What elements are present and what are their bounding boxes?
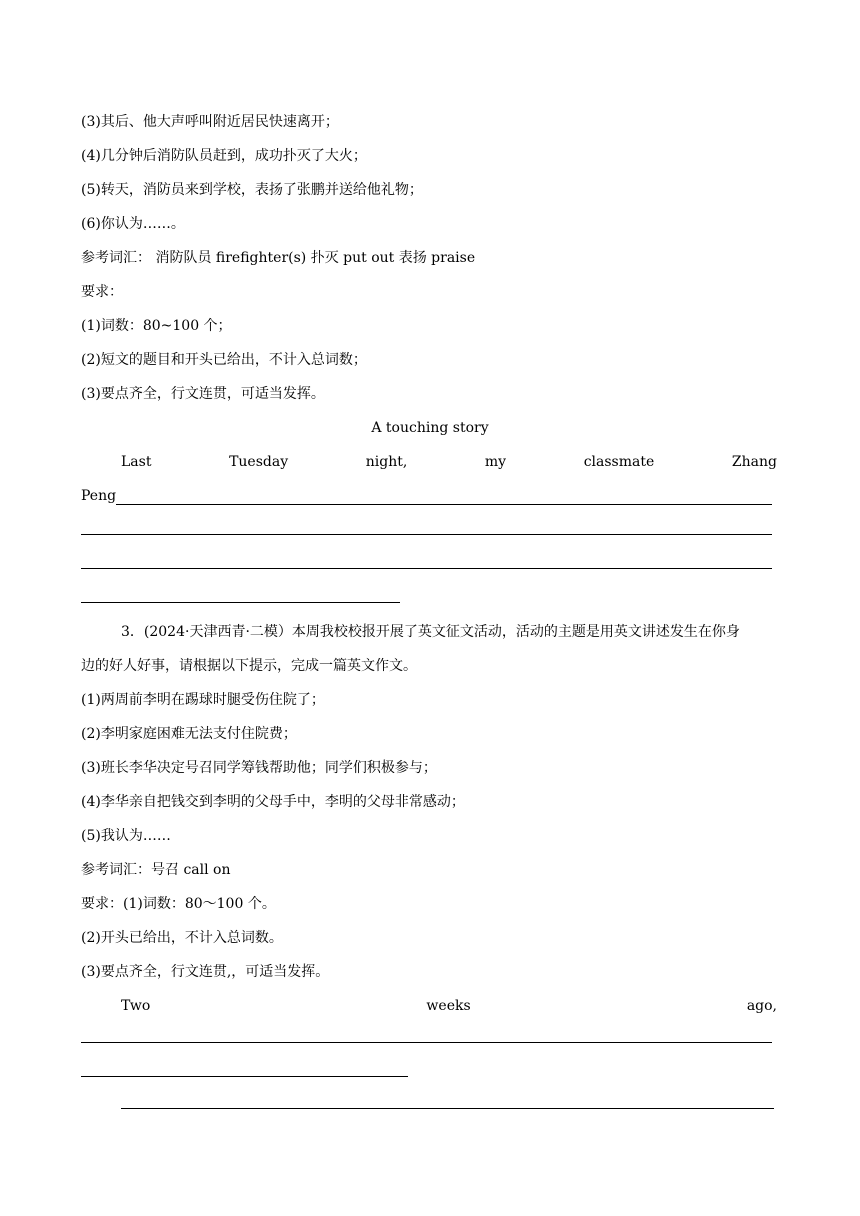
prompt-item-5: (5)转天，消防员来到学校，表扬了张鹏并送给他礼物； [81, 182, 423, 198]
vocabulary-hint: 参考词汇：号召 call on [81, 862, 231, 878]
opening-word: classmate [583, 454, 655, 470]
answer-blank-line[interactable] [81, 534, 772, 535]
answer-blank-line[interactable] [81, 602, 400, 603]
prompt-item-4: (4)几分钟后消防队员赶到，成功扑灭了大火； [81, 148, 367, 164]
requirement-3: (3)要点齐全，行文连贯,，可适当发挥。 [81, 964, 330, 980]
prompt-item-4: (4)李华亲自把钱交到李明的父母手中，李明的父母非常感动； [81, 794, 465, 810]
opening-word: Zhang [731, 454, 777, 470]
answer-blank-line[interactable] [81, 568, 772, 569]
requirement-2: (2)短文的题目和开头已给出，不计入总词数； [81, 352, 367, 368]
prompt-item-3: (3)班长李华决定号召同学筹钱帮助他；同学们积极参与； [81, 760, 437, 776]
answer-blank-line[interactable] [116, 490, 772, 505]
question-3-intro: 3．(2024·天津西青·二模）本周我校校报开展了英文征文活动，活动的主题是用英文讲述发生在你身 [121, 624, 740, 640]
answer-blank-line[interactable] [81, 1042, 772, 1043]
answer-blank-line[interactable] [81, 1076, 408, 1077]
prompt-item-1: (1)两周前李明在踢球时腿受伤住院了； [81, 692, 325, 708]
vocabulary-hint: 参考词汇： 消防队员 firefighter(s) 扑灭 put out 表扬 praise [81, 250, 476, 266]
requirement-3: (3)要点齐全，行文连贯，可适当发挥。 [81, 386, 325, 402]
opening-word: Tuesday [229, 454, 289, 470]
prompt-item-2: (2)李明家庭困难无法支付住院费； [81, 726, 297, 742]
requirement-1: (1)词数：80~100 个； [81, 318, 232, 334]
prompt-item-3: (3)其后、他大声呼叫附近居民快速离开； [81, 114, 339, 130]
opening-word: ago, [746, 998, 777, 1014]
opening-word: Peng [81, 488, 117, 504]
requirement-2: (2)开头已给出，不计入总词数。 [81, 930, 283, 946]
question-3-intro-cont: 边的好人好事，请根据以下提示，完成一篇英文作文。 [81, 658, 417, 674]
opening-word: weeks [426, 998, 471, 1014]
answer-blank-line[interactable] [121, 1108, 774, 1109]
opening-word: Two [121, 998, 151, 1014]
opening-word: night, [365, 454, 408, 470]
essay-opening-line [121, 997, 777, 1015]
requirements-heading: 要求： [81, 284, 123, 300]
opening-word: Last [121, 454, 152, 470]
essay-opening-line [121, 453, 777, 471]
prompt-item-6: (6)你认为……。 [81, 216, 185, 232]
essay-title: A touching story [371, 420, 489, 436]
opening-word: my [484, 454, 507, 470]
essay-opening-continuation [81, 487, 772, 505]
prompt-item-5: (5)我认为…… [81, 828, 171, 844]
requirement-1: 要求：(1)词数：80～100 个。 [81, 896, 276, 912]
